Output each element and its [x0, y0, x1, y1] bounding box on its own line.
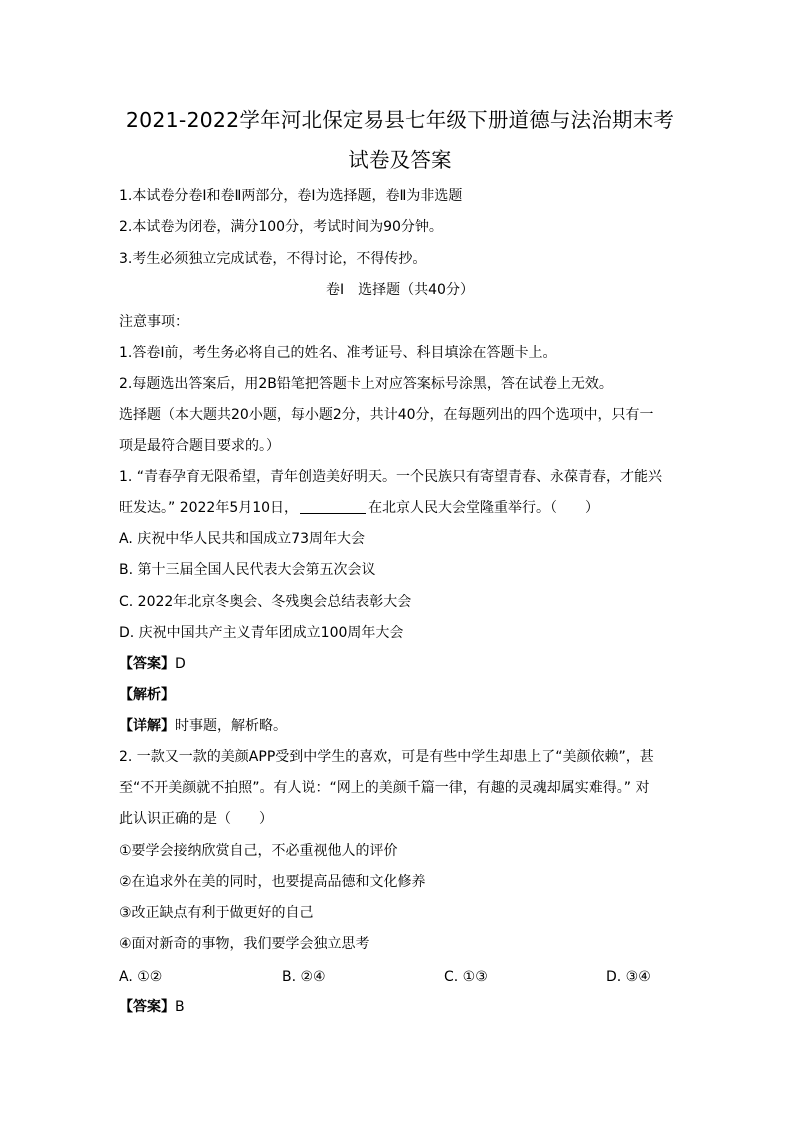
question-2-statement-4: ④面对新奇的事物，我们要学会独立思考: [119, 936, 370, 952]
detail-label: 【详解】: [119, 718, 175, 734]
instruction-1: 1.本试卷分卷Ⅰ和卷Ⅱ两部分，卷Ⅰ为选择题，卷Ⅱ为非选题: [119, 188, 463, 204]
question-1-stem-line-2: [119, 499, 599, 517]
question-1-detail: [119, 717, 287, 735]
question-1-option-b: B. 第十三届全国人民代表大会第五次会议: [119, 562, 376, 578]
question-2-option-c: C. ①③: [444, 969, 488, 985]
fill-in-blank: [300, 499, 366, 514]
analysis-label: 【解析】: [119, 687, 175, 703]
question-1-option-c: C. 2022年北京冬奥会、冬残奥会总结表彰大会: [119, 594, 412, 610]
detail-text: 时事题，解析略。: [175, 718, 287, 734]
answer-value: D: [175, 656, 186, 672]
choice-intro-line-1: 选择题（本大题共20小题，每小题2分，共计40分，在每题列出的四个选项中，只有一: [119, 407, 654, 423]
answer-value: B: [175, 999, 185, 1015]
notes-heading: 注意事项：: [119, 314, 189, 330]
choice-intro-line-2: 项是最符合题目要求的。）: [119, 438, 280, 454]
question-1-stem-after-blank: 在北京人民大会堂隆重举行。（ ）: [368, 500, 600, 516]
instruction-2: 2.本试卷为闭卷，满分100分，考试时间为90分钟。: [119, 219, 443, 235]
question-1-option-a: A. 庆祝中华人民共和国成立73周年大会: [119, 531, 366, 547]
question-2-stem-line-2: 至“不开美颜就不拍照”。有人说：“网上的美颜千篇一律，有趣的灵魂却属实难得。” 对: [119, 780, 650, 796]
question-2-statement-3: ③改正缺点有利于做更好的自己: [119, 905, 314, 921]
question-2-option-b: B. ②④: [282, 969, 326, 985]
question-2-option-a: A. ①②: [119, 969, 163, 985]
question-2-statement-2: ②在追求外在美的同时，也要提高品德和文化修养: [119, 874, 426, 890]
question-1-stem-before-blank: 旺发达。” 2022年5月10日，: [119, 500, 299, 516]
note-2: 2.每题选出答案后，用2B铅笔把答题卡上对应答案标号涂黑，答在试卷上无效。: [119, 376, 613, 392]
question-2-stem-line-3: 此认识正确的是（ ）: [119, 811, 273, 827]
document-title-line-1: 2021-2022学年河北保定易县七年级下册道德与法治期末考: [125, 108, 675, 132]
question-1-stem-line-1: 1. “青春孕育无限希望，青年创造美好明天。一个民族只有寄望青春、永葆青春，才能兴: [119, 469, 663, 485]
question-2-answer: [119, 998, 185, 1016]
question-1-analysis-label: [119, 686, 175, 704]
question-1-answer: [119, 655, 186, 673]
question-1-option-d: D. 庆祝中国共产主义青年团成立100周年大会: [119, 625, 404, 641]
section-title: 卷Ⅰ 选择题（共40分）: [326, 282, 474, 298]
question-2-statement-1: ①要学会接纳欣赏自己，不必重视他人的评价: [119, 843, 398, 859]
instruction-3: 3.考生必须独立完成试卷，不得讨论，不得传抄。: [119, 251, 427, 267]
answer-label: 【答案】: [119, 656, 175, 672]
question-2-option-d: D. ③④: [606, 969, 651, 985]
question-2-stem-line-1: 2. 一款又一款的美颜APP受到中学生的喜欢，可是有些中学生却患上了“美颜依赖”，甚: [119, 749, 654, 765]
document-title-line-2: 试卷及答案: [348, 148, 452, 172]
note-1: 1.答卷Ⅰ前，考生务必将自己的姓名、准考证号、科目填涂在答题卡上。: [119, 345, 557, 361]
answer-label: 【答案】: [119, 999, 175, 1015]
